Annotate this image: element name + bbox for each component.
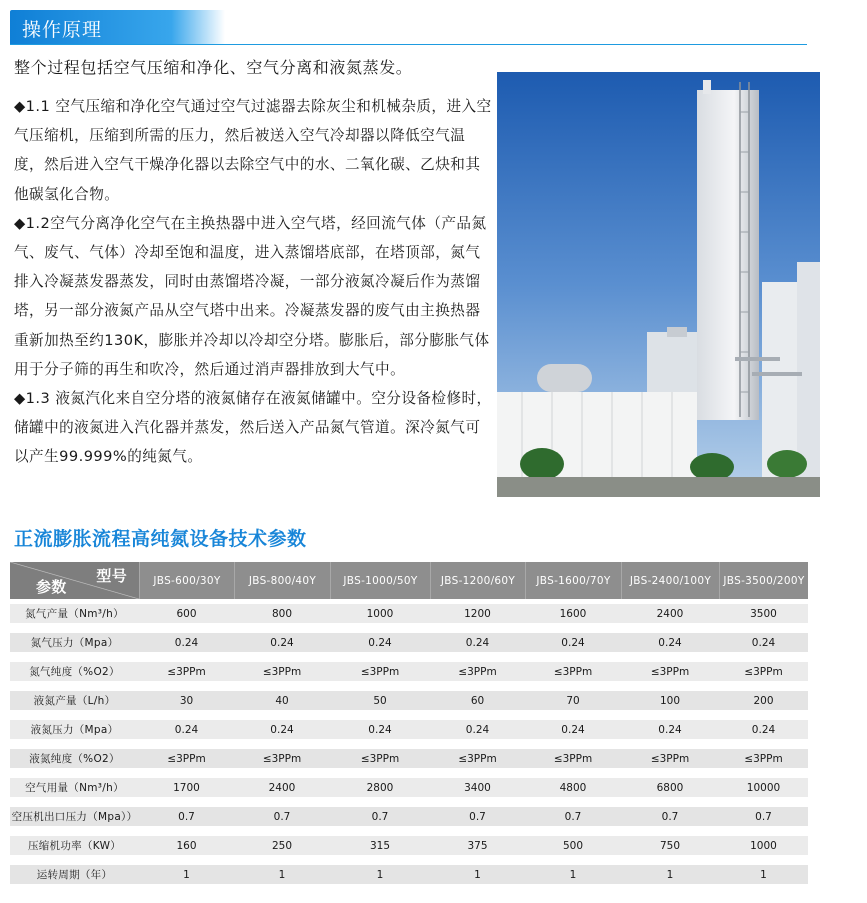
table-cell: 0.24 [525, 715, 621, 744]
table-cell: 600 [139, 599, 234, 628]
table-cell: 0.24 [621, 628, 719, 657]
table-cell: 0.7 [719, 802, 808, 831]
spec-table-header-row [10, 562, 808, 599]
table-cell: 1 [621, 860, 719, 889]
table-cell: 1600 [525, 599, 621, 628]
table-cell: 3400 [430, 773, 525, 802]
table-cell: 0.24 [330, 715, 430, 744]
row-label: 氮气纯度（%O2） [10, 657, 139, 686]
table-cell: 0.7 [621, 802, 719, 831]
table-cell: 2400 [621, 599, 719, 628]
table-cell: ≤3PPm [719, 657, 808, 686]
column-header: JBS-1000/50Y [330, 562, 430, 599]
table-cell: 0.24 [430, 628, 525, 657]
table-cell: 3500 [719, 599, 808, 628]
plant-photo [497, 72, 820, 497]
table-row [10, 831, 808, 860]
table-cell: 1000 [719, 831, 808, 860]
table-cell: 800 [234, 599, 330, 628]
table-row [10, 715, 808, 744]
table-cell: 0.24 [234, 715, 330, 744]
section-header-tab [10, 10, 225, 44]
spec-table-title: 正流膨胀流程高纯氮设备技术参数 [14, 528, 307, 550]
row-label: 压缩机功率（KW） [10, 831, 139, 860]
table-row [10, 599, 808, 628]
column-header: JBS-2400/100Y [621, 562, 719, 599]
spec-table [10, 562, 808, 889]
section-header [10, 10, 807, 45]
column-header: JBS-1600/70Y [525, 562, 621, 599]
table-cell: 200 [719, 686, 808, 715]
table-cell: 250 [234, 831, 330, 860]
table-cell: 1000 [330, 599, 430, 628]
table-cell: 0.24 [139, 628, 234, 657]
table-cell: ≤3PPm [719, 744, 808, 773]
table-cell: 0.7 [430, 802, 525, 831]
table-row [10, 802, 808, 831]
section-1-1: ◆1.1 空气压缩和净化空气通过空气过滤器去除灰尘和机械杂质，进入空气压缩机，压缩到所需的压力，然后被送入空气冷却器以降低空气温度，然后进入空气干燥净化器以去除空气中的水、二氧化碳、乙炔和其他碳氢化合物。 [14, 98, 492, 203]
table-cell: ≤3PPm [621, 744, 719, 773]
table-cell: 1 [139, 860, 234, 889]
table-cell: ≤3PPm [525, 744, 621, 773]
table-cell: 315 [330, 831, 430, 860]
table-cell: ≤3PPm [430, 744, 525, 773]
column-header: JBS-600/30Y [139, 562, 234, 599]
table-cell: 0.24 [525, 628, 621, 657]
table-cell: 1200 [430, 599, 525, 628]
table-row [10, 628, 808, 657]
table-cell: 1 [719, 860, 808, 889]
table-row [10, 657, 808, 686]
table-cell: 10000 [719, 773, 808, 802]
principle-body [14, 92, 494, 472]
table-cell: 0.7 [234, 802, 330, 831]
table-cell: ≤3PPm [621, 657, 719, 686]
row-label: 液氮产量（L/h） [10, 686, 139, 715]
table-cell: ≤3PPm [330, 744, 430, 773]
column-header: JBS-800/40Y [234, 562, 330, 599]
section-title: 操作原理 [22, 19, 103, 41]
row-label: 氮气压力（Mpa） [10, 628, 139, 657]
table-cell: ≤3PPm [139, 744, 234, 773]
table-cell: 6800 [621, 773, 719, 802]
table-cell: 160 [139, 831, 234, 860]
corner-param-label: 参数 [36, 578, 67, 596]
table-cell: 70 [525, 686, 621, 715]
spec-table-body [10, 599, 808, 889]
table-cell: 0.24 [719, 628, 808, 657]
row-label: 运转周期（年） [10, 860, 139, 889]
table-cell: 0.7 [525, 802, 621, 831]
table-cell: 0.24 [234, 628, 330, 657]
table-cell: ≤3PPm [330, 657, 430, 686]
table-cell: 1 [234, 860, 330, 889]
table-cell: ≤3PPm [525, 657, 621, 686]
row-label: 液氮压力（Mpa） [10, 715, 139, 744]
column-header: JBS-1200/60Y [430, 562, 525, 599]
table-cell: ≤3PPm [430, 657, 525, 686]
row-label: 液氮纯度（%O2） [10, 744, 139, 773]
table-cell: 0.24 [139, 715, 234, 744]
corner-model-label: 型号 [96, 567, 127, 585]
table-cell: 0.24 [621, 715, 719, 744]
table-cell: 2400 [234, 773, 330, 802]
column-header: JBS-3500/200Y [719, 562, 808, 599]
table-cell: 2800 [330, 773, 430, 802]
section-1-3: ◆1.3 液氮汽化来自空分塔的液氮储存在液氮储罐中。空分设备检修时，储罐中的液氮进入汽化器并蒸发，然后送入产品氮气管道。深冷氮气可以产生99.999%的纯氮气。 [14, 390, 492, 466]
table-row [10, 744, 808, 773]
table-row [10, 860, 808, 889]
table-row [10, 773, 808, 802]
table-cell: 50 [330, 686, 430, 715]
section-1-2: ◆1.2空气分离净化空气在主换热器中进入空气塔，经回流气体（产品氮气、废气、气体）冷却至饱和温度，进入蒸馏塔底部，在塔顶部，氮气排入冷凝蒸发器蒸发，同时由蒸馏塔冷凝，一部分液氮冷凝后作为蒸馏塔，另一部分液氮产品从空气塔中出来。冷凝蒸发器的废气由主换热器重新加热至约130K，膨胀并冷却以冷却空分塔。膨胀后，部分膨胀气体用于分子筛的再生和吹冷，然后通过消声器排放到大气中。 [14, 214, 490, 378]
table-cell: 30 [139, 686, 234, 715]
corner-cell [10, 562, 139, 599]
table-row [10, 686, 808, 715]
table-cell: ≤3PPm [139, 657, 234, 686]
table-cell: ≤3PPm [234, 744, 330, 773]
table-cell: 0.24 [330, 628, 430, 657]
table-cell: 1700 [139, 773, 234, 802]
intro-text: 整个过程包括空气压缩和净化、空气分离和液氮蒸发。 [14, 58, 413, 77]
table-cell: 0.24 [719, 715, 808, 744]
table-cell: 1 [525, 860, 621, 889]
table-cell: 750 [621, 831, 719, 860]
table-cell: ≤3PPm [234, 657, 330, 686]
table-cell: 4800 [525, 773, 621, 802]
table-cell: 500 [525, 831, 621, 860]
table-cell: 375 [430, 831, 525, 860]
table-cell: 1 [330, 860, 430, 889]
table-cell: 100 [621, 686, 719, 715]
plant-photo-illustration [497, 72, 820, 497]
row-label: 空气用量（Nm³/h） [10, 773, 139, 802]
row-label: 空压机出口压力（Mpa）） [10, 802, 139, 831]
table-cell: 0.7 [139, 802, 234, 831]
table-cell: 0.7 [330, 802, 430, 831]
table-cell: 60 [430, 686, 525, 715]
row-label: 氮气产量（Nm³/h） [10, 599, 139, 628]
table-cell: 40 [234, 686, 330, 715]
table-cell: 0.24 [430, 715, 525, 744]
table-cell: 1 [430, 860, 525, 889]
